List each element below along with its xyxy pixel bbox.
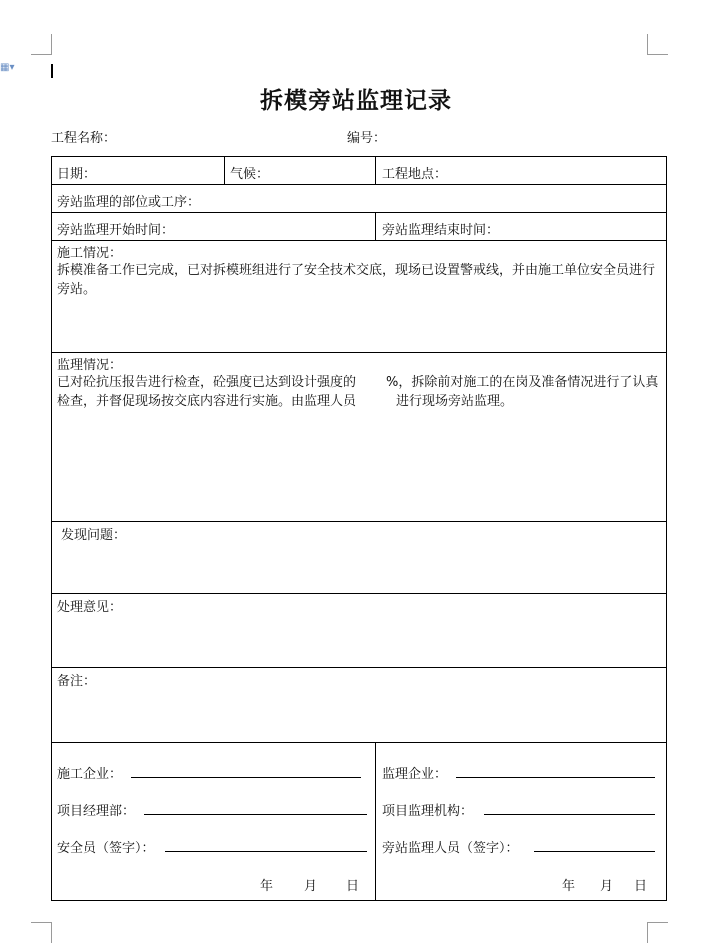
pm-dept-label: 项目经理部： <box>57 804 136 819</box>
date-cell[interactable] <box>52 157 225 184</box>
supervision-section[interactable] <box>52 353 666 522</box>
weather-cell[interactable] <box>225 157 376 184</box>
supervisor-person-sign-line[interactable] <box>534 851 655 852</box>
supervision-text-part-1: 已对砼抗压报告进行检查，砼强度已达到设计强度的 <box>57 375 357 390</box>
supervisor-person-label: 旁站监理人员（签字）： <box>382 841 519 856</box>
info-row <box>52 157 666 185</box>
end-time-label: 旁站监理结束时间： <box>382 223 500 238</box>
signature-section <box>52 743 666 900</box>
part-row[interactable] <box>52 185 666 213</box>
project-name-label[interactable]: 工程名称： <box>51 131 117 146</box>
contractor-day-label: 日 <box>346 879 360 894</box>
problems-section[interactable] <box>52 522 666 594</box>
location-label: 工程地点： <box>382 167 448 182</box>
construction-section[interactable] <box>52 241 666 353</box>
start-time-cell[interactable] <box>52 213 376 240</box>
text-cursor <box>51 64 53 78</box>
contractor-year-label: 年 <box>260 879 274 894</box>
opinion-label: 处理意见： <box>57 600 123 615</box>
opinion-section[interactable] <box>52 594 666 668</box>
contractor-label: 施工企业： <box>57 767 123 782</box>
location-cell[interactable] <box>376 157 666 184</box>
supervisor-day-label: 日 <box>634 879 648 894</box>
supervision-text-part-3: 进行现场旁站监理。 <box>396 394 514 409</box>
date-label: 日期： <box>57 167 97 182</box>
page-corner-bottom-left <box>31 922 52 943</box>
end-time-cell[interactable] <box>376 213 666 240</box>
page-corner-bottom-right <box>647 922 668 943</box>
page-corner-top-right <box>647 34 668 55</box>
supervisor-sign-block <box>376 743 666 900</box>
supervision-org-label: 项目监理机构： <box>382 804 474 819</box>
supervisor-year-label: 年 <box>562 879 576 894</box>
layout-options-icon[interactable]: ▦▾ <box>0 62 15 73</box>
weather-label: 气候： <box>230 167 270 182</box>
number-label[interactable]: 编号： <box>347 131 387 146</box>
supervision-text-part-2: %，拆除前对施工的在岗及准备情况进行了认真检查，并督促现场按交底内容进行实施。由监理人员 <box>57 375 659 409</box>
contractor-sign-block <box>52 743 376 900</box>
supervision-org-sign-line[interactable] <box>484 814 655 815</box>
page-title: 拆模旁站监理记录 <box>260 87 452 114</box>
supervisor-company-label: 监理企业： <box>382 767 448 782</box>
construction-title: 施工情况： <box>57 246 123 261</box>
supervisor-company-sign-line[interactable] <box>456 777 655 778</box>
supervisor-month-label: 月 <box>600 879 614 894</box>
contractor-month-label: 月 <box>304 879 318 894</box>
time-row <box>52 213 666 241</box>
remarks-label: 备注： <box>57 674 97 689</box>
part-label: 旁站监理的部位或工序： <box>57 195 201 210</box>
remarks-section[interactable] <box>52 668 666 743</box>
problems-label: 发现问题： <box>61 528 127 543</box>
safety-officer-sign-line[interactable] <box>165 851 367 852</box>
record-form <box>51 156 667 901</box>
supervision-title: 监理情况： <box>57 358 123 373</box>
supervision-text <box>57 373 663 411</box>
construction-text: 拆模准备工作已完成，已对拆模班组进行了安全技术交底，现场已设置警戒线，并由施工单位安全员进行旁站。 <box>57 263 656 297</box>
start-time-label: 旁站监理开始时间： <box>57 223 175 238</box>
contractor-sign-line[interactable] <box>131 777 361 778</box>
page-corner-top-left <box>31 34 52 55</box>
safety-officer-label: 安全员（签字）： <box>57 841 155 856</box>
pm-dept-sign-line[interactable] <box>144 814 367 815</box>
